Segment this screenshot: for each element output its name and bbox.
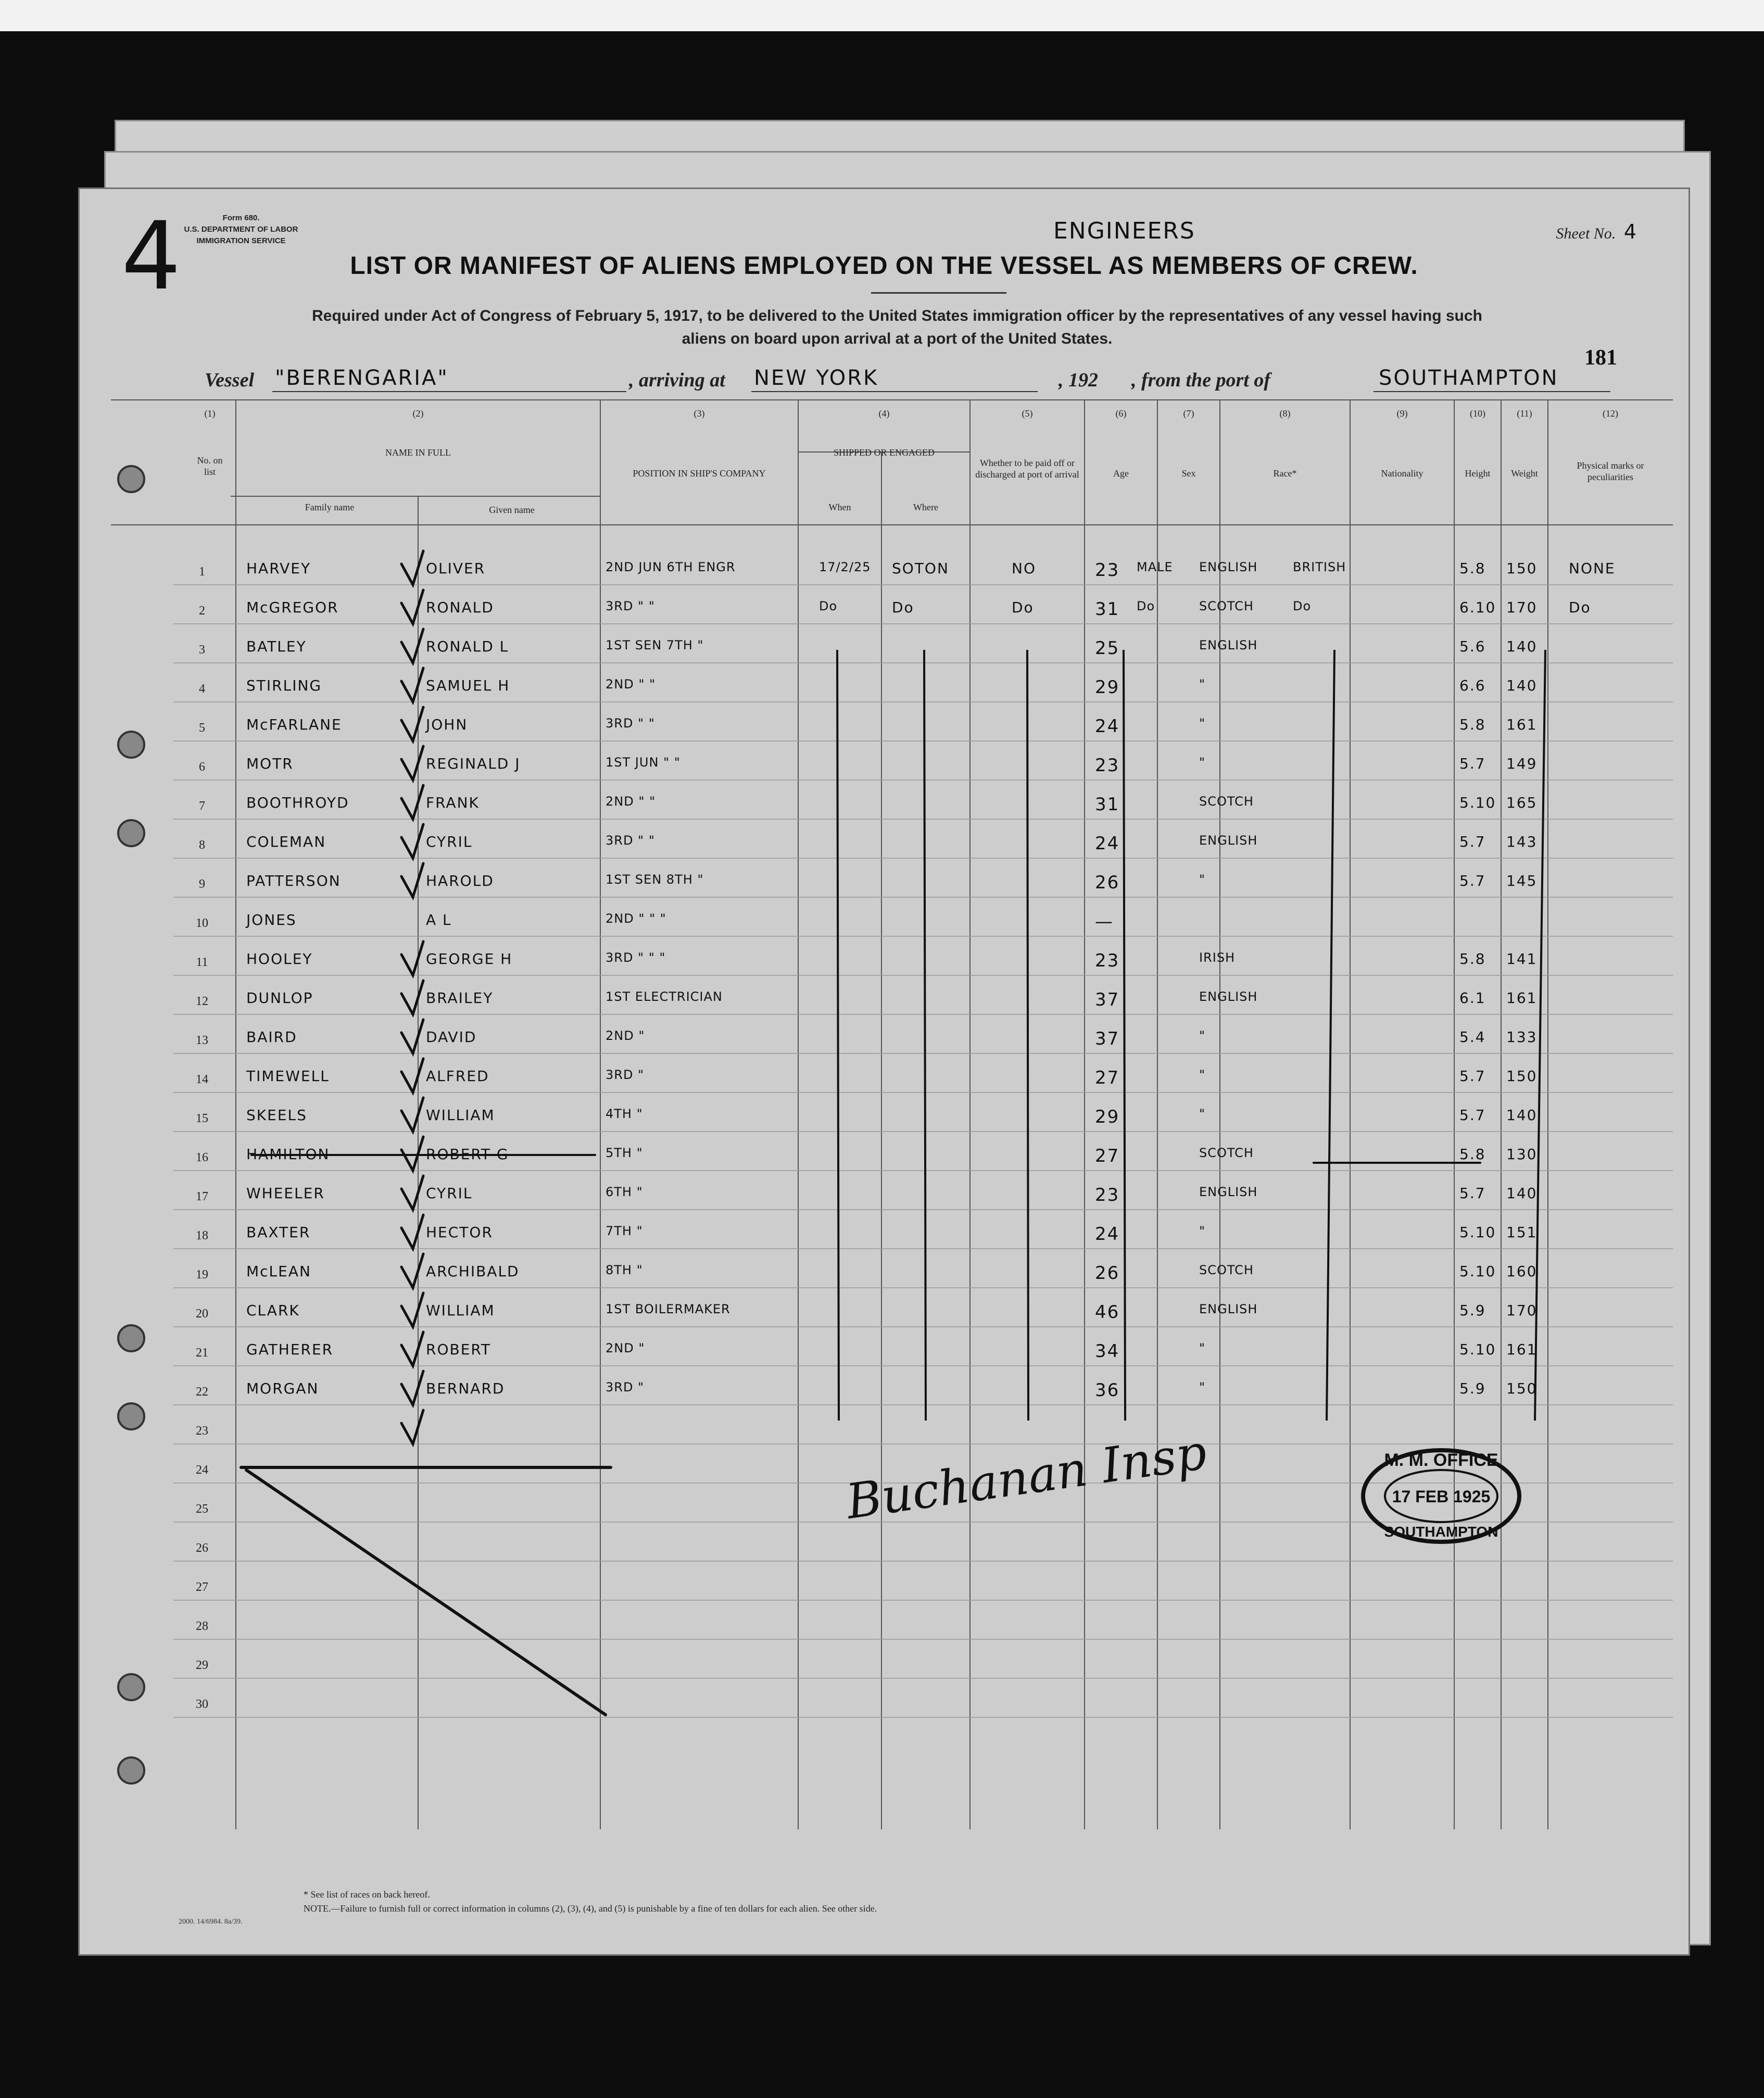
cell-given: RONALD xyxy=(426,599,494,616)
cell-family: BAXTER xyxy=(246,1224,311,1241)
cell-race: " xyxy=(1199,1341,1206,1355)
col7-label: Sex xyxy=(1181,468,1196,479)
cell-position: 2ND JUN 6TH ENGR xyxy=(606,560,736,574)
cell-height: 5.7 xyxy=(1459,1067,1486,1085)
cell-family: McGREGOR xyxy=(246,599,339,616)
check-mark xyxy=(401,863,423,897)
stamp-bottom-text: SOUTHAMPTON xyxy=(1384,1524,1498,1540)
cell-given: SAMUEL H xyxy=(426,677,510,694)
check-mark xyxy=(401,707,423,741)
office-stamp xyxy=(1363,1450,1519,1542)
ditto-line-sex xyxy=(1124,650,1125,1421)
binder-hole xyxy=(117,1402,145,1430)
stamp-date: 17 FEB 1925 xyxy=(1392,1487,1491,1506)
cell-weight: 170 xyxy=(1506,1302,1538,1319)
row-number: 24 xyxy=(196,1463,208,1477)
cell-position: 3RD " " xyxy=(606,599,655,613)
cell-marks: Do xyxy=(1569,599,1591,616)
cell-family: BAIRD xyxy=(246,1028,297,1046)
row-number: 28 xyxy=(196,1619,208,1633)
col7-number: (7) xyxy=(1183,408,1194,419)
row-rules xyxy=(173,585,1673,1717)
cell-weight: 133 xyxy=(1506,1028,1538,1046)
row-number: 1 xyxy=(199,565,205,579)
cell-given: BERNARD xyxy=(426,1380,505,1397)
row-number: 29 xyxy=(196,1659,208,1672)
row-number: 26 xyxy=(196,1541,208,1555)
row-number: 9 xyxy=(199,877,205,891)
binder-hole xyxy=(117,1673,145,1701)
check-mark xyxy=(401,1176,423,1210)
ditto-line-nationality xyxy=(1327,650,1334,1421)
cell-given: DAVID xyxy=(426,1028,477,1046)
cell-race: ENGLISH xyxy=(1199,989,1258,1004)
row-number: 12 xyxy=(196,995,208,1008)
cell-family: McLEAN xyxy=(246,1263,311,1280)
check-mark xyxy=(401,1020,423,1053)
check-mark xyxy=(401,1371,423,1405)
binder-hole xyxy=(117,1756,145,1785)
cell-weight: 141 xyxy=(1506,950,1538,968)
corner-sheet-number: 4 xyxy=(121,202,181,311)
cell-height: 5.7 xyxy=(1459,755,1486,772)
col11-number: (11) xyxy=(1517,408,1532,419)
cell-paid-off: NO xyxy=(1012,560,1036,577)
cell-given: ALFRED xyxy=(426,1067,489,1085)
cell-family: HAMILTON xyxy=(246,1146,330,1163)
check-mark xyxy=(401,746,423,780)
cell-height: 5.8 xyxy=(1459,560,1486,577)
subtitle-line-2: aliens on board upon arrival at a port of the United States. xyxy=(682,330,1113,347)
cell-given: ARCHIBALD xyxy=(426,1263,520,1280)
col8-label: Race* xyxy=(1273,468,1297,479)
cell-sex: Do xyxy=(1137,599,1155,613)
cell-nationality: BRITISH xyxy=(1293,560,1346,574)
binder-hole xyxy=(117,465,145,493)
cell-height: 6.10 xyxy=(1459,599,1496,616)
check-mark xyxy=(401,1410,423,1444)
cell-race: " xyxy=(1199,1224,1206,1238)
check-mark xyxy=(401,1332,423,1366)
crew-category: ENGINEERS xyxy=(1053,218,1195,244)
cell-weight: 150 xyxy=(1506,560,1538,577)
row-number: 14 xyxy=(196,1073,208,1086)
sheet-value: 4 xyxy=(1623,220,1636,243)
cell-age: 37 xyxy=(1095,989,1120,1010)
cell-given: JOHN xyxy=(426,716,468,733)
check-mark xyxy=(401,824,423,858)
col12-number: (12) xyxy=(1603,408,1618,419)
cell-position: 1ST SEN 7TH " xyxy=(606,638,704,652)
cell-weight: 140 xyxy=(1506,638,1538,655)
check-mark xyxy=(401,1098,423,1132)
cell-height: 5.8 xyxy=(1459,716,1486,733)
cell-race: ENGLISH xyxy=(1199,638,1258,652)
cell-position: 2ND " " xyxy=(606,677,656,692)
cell-given: WILLIAM xyxy=(426,1302,495,1319)
cell-family: CLARK xyxy=(246,1302,300,1319)
cell-given: WILLIAM xyxy=(426,1107,495,1124)
col6-label: Age xyxy=(1113,468,1129,479)
cell-age: 23 xyxy=(1095,950,1120,971)
cell-position: 2ND " xyxy=(606,1341,645,1355)
cell-position: 2ND " xyxy=(606,1028,645,1043)
cell-position: 3RD " " xyxy=(606,716,655,731)
cell-nationality: Do xyxy=(1293,599,1312,613)
row-number: 10 xyxy=(196,916,208,930)
cell-given: REGINALD J xyxy=(426,755,521,772)
row-number: 6 xyxy=(199,760,205,774)
col6-number: (6) xyxy=(1115,408,1127,419)
check-mark xyxy=(401,551,423,585)
arriving-port: NEW YORK xyxy=(754,366,879,390)
cell-height: 5.7 xyxy=(1459,1185,1486,1202)
check-mark xyxy=(401,1254,423,1288)
binder-hole xyxy=(117,1324,145,1352)
col4-where: Where xyxy=(913,502,938,512)
ditto-line-paid-off xyxy=(1027,650,1028,1421)
cell-race: IRISH xyxy=(1199,950,1236,965)
col4-label: SHIPPED OR ENGAGED xyxy=(833,447,935,458)
cell-weight: 140 xyxy=(1506,1107,1538,1124)
col11-label: Weight xyxy=(1511,468,1538,479)
cell-weight: 130 xyxy=(1506,1146,1538,1163)
cell-family: TIMEWELL xyxy=(246,1067,330,1085)
row-number: 8 xyxy=(199,838,205,852)
cell-position: 2ND " " xyxy=(606,794,656,809)
cell-when: 17/2/25 xyxy=(819,560,871,574)
cell-race: " xyxy=(1199,1107,1206,1121)
cell-height: 5.9 xyxy=(1459,1380,1486,1397)
cell-height: 5.7 xyxy=(1459,833,1486,850)
col4-when: When xyxy=(828,502,851,512)
cell-weight: 140 xyxy=(1506,677,1538,694)
cell-family: COLEMAN xyxy=(246,833,326,850)
cell-given: HECTOR xyxy=(426,1224,493,1241)
manifest-page xyxy=(78,187,1690,1956)
cell-paid-off: Do xyxy=(1012,599,1034,616)
cell-weight: 150 xyxy=(1506,1380,1538,1397)
cell-weight: 145 xyxy=(1506,872,1538,889)
cell-where: SOTON xyxy=(892,560,949,577)
footnote-note: NOTE.—Failure to furnish full or correct information in columns (2), (3), (4), and (5) is punishable by a fine of ten dollars for each alien. See other side. xyxy=(304,1903,877,1914)
cell-age: 27 xyxy=(1095,1067,1120,1088)
row-number: 22 xyxy=(196,1385,208,1399)
check-marks xyxy=(401,551,423,1444)
cell-age: 26 xyxy=(1095,1263,1120,1284)
check-mark xyxy=(401,981,423,1014)
cell-weight: 160 xyxy=(1506,1263,1538,1280)
col9-number: (9) xyxy=(1396,408,1408,419)
check-mark xyxy=(401,785,423,819)
cell-family: STIRLING xyxy=(246,677,322,694)
cell-race: ENGLISH xyxy=(1199,1302,1258,1316)
cell-age: — xyxy=(1095,911,1114,932)
row-number: 21 xyxy=(196,1346,208,1360)
footnote-races: * See list of races on back hereof. xyxy=(304,1889,430,1900)
from-port: SOUTHAMPTON xyxy=(1379,366,1559,390)
service-name: IMMIGRATION SERVICE xyxy=(196,236,286,245)
col1-label: No. on list xyxy=(197,455,223,477)
cell-family: McFARLANE xyxy=(246,716,342,733)
page-number: 181 xyxy=(1584,346,1617,370)
cell-race: ENGLISH xyxy=(1199,833,1258,848)
row-number: 20 xyxy=(196,1307,208,1321)
cell-race: " xyxy=(1199,1028,1206,1043)
row-number: 11 xyxy=(196,956,208,969)
subtitle-line-1: Required under Act of Congress of February 5, 1917, to be delivered to the United States immigration officer by the representatives of any vessel having such xyxy=(312,307,1482,324)
cell-weight: 161 xyxy=(1506,989,1538,1007)
cell-family: WHEELER xyxy=(246,1185,325,1202)
cell-family: HOOLEY xyxy=(246,950,313,968)
cell-height: 5.7 xyxy=(1459,872,1486,889)
cell-position: 1ST BOILERMAKER xyxy=(606,1302,730,1316)
binder-hole xyxy=(117,819,145,847)
row-number: 30 xyxy=(196,1698,208,1711)
col2-number: (2) xyxy=(412,408,424,419)
cell-weight: 161 xyxy=(1506,1341,1538,1358)
col1-number: (1) xyxy=(204,408,216,419)
col3-number: (3) xyxy=(694,408,705,419)
scan-top-margin xyxy=(0,0,1764,31)
cell-family: SKEELS xyxy=(246,1107,307,1124)
form-number: Form 680. xyxy=(222,213,260,222)
col8-number: (8) xyxy=(1279,408,1291,419)
ditto-line-where xyxy=(924,650,926,1421)
row-number: 4 xyxy=(199,682,205,696)
row-number: 7 xyxy=(199,799,205,813)
check-mark xyxy=(401,590,423,624)
cell-age: 26 xyxy=(1095,872,1120,893)
row-number: 27 xyxy=(196,1580,208,1594)
cell-age: 46 xyxy=(1095,1302,1120,1323)
cell-family: DUNLOP xyxy=(246,989,313,1007)
cell-race: ENGLISH xyxy=(1199,1185,1258,1199)
cell-position: 1ST SEN 8TH " xyxy=(606,872,704,887)
inspector-signature: Buchanan Insp xyxy=(842,1424,1210,1530)
row-number: 25 xyxy=(196,1502,208,1516)
col5-number: (5) xyxy=(1022,408,1033,419)
cell-height: 5.8 xyxy=(1459,950,1486,968)
cell-race: " xyxy=(1199,716,1206,731)
cell-age: 23 xyxy=(1095,755,1120,776)
check-mark xyxy=(401,941,423,975)
cell-family: BOOTHROYD xyxy=(246,794,349,811)
cell-position: 8TH " xyxy=(606,1263,643,1277)
col3-label: POSITION IN SHIP'S COMPANY xyxy=(633,468,766,479)
cell-height: 5.7 xyxy=(1459,1107,1486,1124)
cell-height: 5.10 xyxy=(1459,1263,1496,1280)
cell-given: OLIVER xyxy=(426,560,486,577)
cell-race: SCOTCH xyxy=(1199,599,1254,613)
col2-label: NAME IN FULL xyxy=(385,447,451,458)
vessel-label: Vessel xyxy=(205,369,254,391)
cell-age: 31 xyxy=(1095,599,1120,620)
cell-weight: 161 xyxy=(1506,716,1538,733)
cell-weight: 151 xyxy=(1506,1224,1538,1241)
cell-given: RONALD L xyxy=(426,638,509,655)
cell-weight: 170 xyxy=(1506,599,1538,616)
cell-height: 5.10 xyxy=(1459,1224,1496,1241)
cell-where: Do xyxy=(892,599,914,616)
cell-position: 3RD " " xyxy=(606,833,655,848)
row-number: 18 xyxy=(196,1229,208,1242)
cell-weight: 143 xyxy=(1506,833,1538,850)
col10-number: (10) xyxy=(1470,408,1485,419)
cell-race: " xyxy=(1199,1067,1206,1082)
arriving-label: , arriving at xyxy=(629,369,725,391)
col9-label: Nationality xyxy=(1381,468,1423,479)
check-mark xyxy=(401,1137,423,1171)
cell-given: CYRIL xyxy=(426,833,473,850)
row-number: 15 xyxy=(196,1112,208,1125)
cell-age: 24 xyxy=(1095,716,1120,737)
row-number: 5 xyxy=(199,721,205,735)
cell-race: " xyxy=(1199,677,1206,692)
vessel-name: "BERENGARIA" xyxy=(275,366,449,390)
cell-age: 23 xyxy=(1095,560,1120,581)
check-mark xyxy=(401,1215,423,1249)
cell-age: 31 xyxy=(1095,794,1120,815)
cell-family: GATHERER xyxy=(246,1341,334,1358)
cell-position: 7TH " xyxy=(606,1224,643,1238)
cell-position: 1ST JUN " " xyxy=(606,755,681,770)
col12-label: Physical marks or peculiarities xyxy=(1577,460,1644,482)
cell-given: HAROLD xyxy=(426,872,494,889)
cell-position: 3RD " xyxy=(606,1380,645,1395)
year-label: , 192 xyxy=(1059,369,1098,391)
check-mark xyxy=(401,629,423,663)
cell-age: 24 xyxy=(1095,833,1120,854)
cell-age: 27 xyxy=(1095,1146,1120,1166)
cell-family: HARVEY xyxy=(246,560,311,577)
print-code: 2000. 14/6984. 8a/39. xyxy=(179,1918,243,1926)
binder-hole xyxy=(117,731,145,759)
department-name: U.S. DEPARTMENT OF LABOR xyxy=(184,225,298,234)
check-mark xyxy=(401,668,423,702)
sheet-label: Sheet No. xyxy=(1556,225,1616,242)
cell-sex: MALE xyxy=(1137,560,1173,574)
cell-when: Do xyxy=(819,599,838,613)
cell-family: MOTR xyxy=(246,755,294,772)
row-number: 13 xyxy=(196,1034,208,1047)
cell-height: 5.8 xyxy=(1459,1146,1486,1163)
cell-position: 3RD " " " xyxy=(606,950,666,965)
cell-given: ROBERT G xyxy=(426,1146,509,1163)
cell-family: PATTERSON xyxy=(246,872,341,889)
cell-height: 5.6 xyxy=(1459,638,1486,655)
row-number: 19 xyxy=(196,1268,208,1282)
cell-weight: 149 xyxy=(1506,755,1538,772)
cell-weight: 150 xyxy=(1506,1067,1538,1085)
cell-given: BRAILEY xyxy=(426,989,494,1007)
cell-height: 5.9 xyxy=(1459,1302,1486,1319)
ditto-line-when xyxy=(837,650,839,1421)
cell-height: 6.1 xyxy=(1459,989,1486,1007)
row-number: 23 xyxy=(196,1424,208,1438)
col4-number: (4) xyxy=(878,408,890,419)
cell-position: 2ND " " " xyxy=(606,911,666,926)
cell-race: " xyxy=(1199,755,1206,770)
col2-family: Family name xyxy=(305,502,355,512)
cell-given: FRANK xyxy=(426,794,480,811)
page-title: LIST OR MANIFEST OF ALIENS EMPLOYED ON THE VESSEL AS MEMBERS OF CREW. xyxy=(350,252,1418,280)
cell-given: GEORGE H xyxy=(426,950,513,968)
cell-marks: NONE xyxy=(1569,560,1616,577)
cell-family: BATLEY xyxy=(246,638,307,655)
row-number: 3 xyxy=(199,643,205,657)
cell-height: 5.4 xyxy=(1459,1028,1486,1046)
cell-position: 4TH " xyxy=(606,1107,643,1121)
cell-height: 6.6 xyxy=(1459,677,1486,694)
cell-race: ENGLISH xyxy=(1199,560,1258,574)
cell-position: 5TH " xyxy=(606,1146,643,1160)
cell-race: SCOTCH xyxy=(1199,1146,1254,1160)
cell-position: 1ST ELECTRICIAN xyxy=(606,989,723,1004)
cell-given: A L xyxy=(426,911,452,928)
cell-age: 29 xyxy=(1095,1107,1120,1127)
row-number: 17 xyxy=(196,1190,208,1203)
cell-age: 23 xyxy=(1095,1185,1120,1205)
cell-given: ROBERT xyxy=(426,1341,491,1358)
cell-height: 5.10 xyxy=(1459,794,1496,811)
cell-race: " xyxy=(1199,872,1206,887)
col5-label: Whether to be paid off or discharged at port of arrival xyxy=(975,458,1079,480)
cell-family: JONES xyxy=(246,911,297,928)
cell-race: SCOTCH xyxy=(1199,1263,1254,1277)
cell-race: SCOTCH xyxy=(1199,794,1254,809)
cell-age: 29 xyxy=(1095,677,1120,698)
cell-age: 37 xyxy=(1095,1028,1120,1049)
cell-age: 34 xyxy=(1095,1341,1120,1362)
check-mark xyxy=(401,1059,423,1092)
cell-age: 36 xyxy=(1095,1380,1120,1401)
cell-age: 25 xyxy=(1095,638,1120,659)
cell-race: " xyxy=(1199,1380,1206,1395)
cell-weight: 140 xyxy=(1506,1185,1538,1202)
cell-weight: 165 xyxy=(1506,794,1538,811)
check-mark xyxy=(401,1293,423,1327)
cell-family: MORGAN xyxy=(246,1380,319,1397)
cell-position: 3RD " xyxy=(606,1067,645,1082)
row-number: 16 xyxy=(196,1151,208,1164)
cell-given: CYRIL xyxy=(426,1185,473,1202)
cell-position: 6TH " xyxy=(606,1185,643,1199)
row-number: 2 xyxy=(199,604,205,618)
col10-label: Height xyxy=(1465,468,1491,479)
cell-height: 5.10 xyxy=(1459,1341,1496,1358)
col2-given: Given name xyxy=(489,505,535,515)
cell-age: 24 xyxy=(1095,1224,1120,1245)
stamp-top-text: M. M. OFFICE xyxy=(1384,1450,1498,1470)
from-label: , from the port of xyxy=(1131,369,1271,391)
